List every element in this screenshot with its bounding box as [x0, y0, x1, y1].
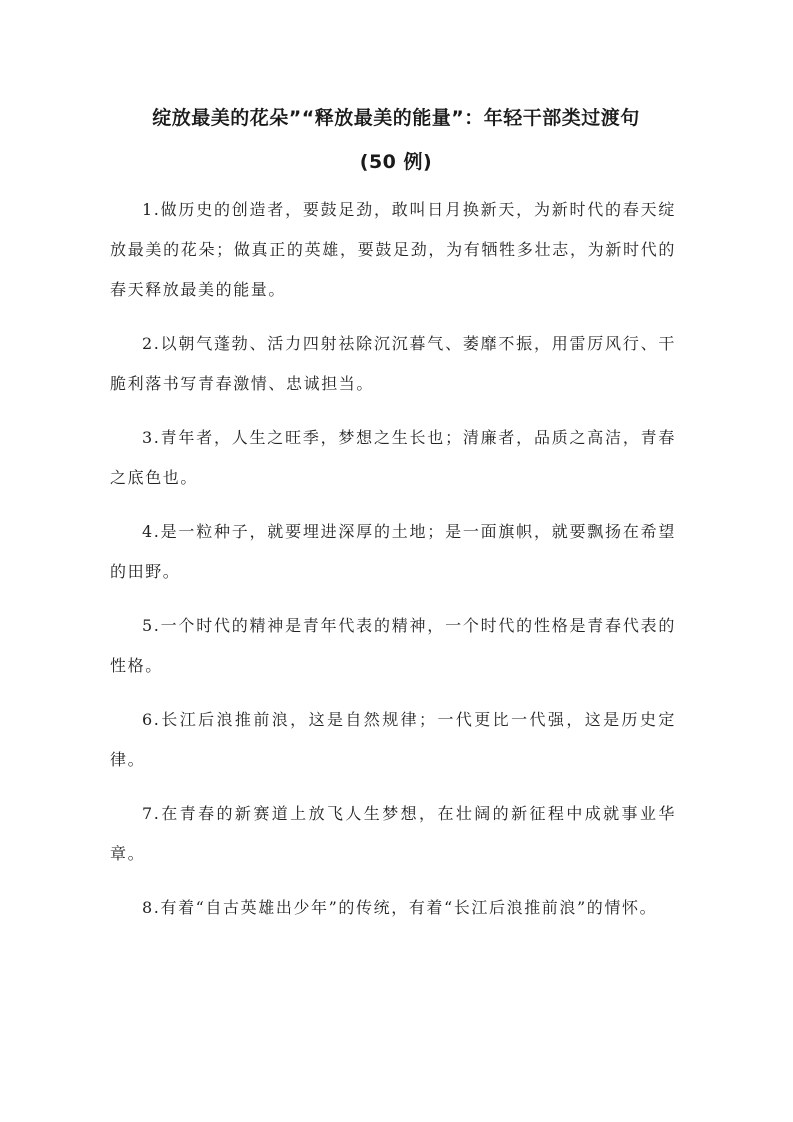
paragraph-8: 8.有着“自古英雄出少年”的传统，有着“长江后浪推前浪”的情怀。: [142, 898, 658, 917]
document-title: [110, 96, 682, 184]
paragraph-5: 5.一个时代的精神是青年代表的精神，一个时代的性格是青春代表的性格。: [110, 616, 676, 675]
document-body: [110, 190, 676, 942]
paragraph-7: 7.在青春的新赛道上放飞人生梦想，在壮阔的新征程中成就事业华章。: [110, 804, 676, 863]
paragraph-1: 1.做历史的创造者，要鼓足劲，敢叫日月换新天，为新时代的春天绽放最美的花朵；做真正的英雄，要鼓足劲，为有牺牲多壮志，为新时代的春天释放最美的能量。: [110, 200, 676, 299]
paragraph-2: 2.以朝气蓬勃、活力四射祛除沉沉暮气、萎靡不振，用雷厉风行、干脆利落书写青春激情、忠诚担当。: [110, 334, 676, 393]
paragraph-3: 3.青年者，人生之旺季，梦想之生长也；清廉者，品质之高洁，青春之底色也。: [110, 428, 676, 487]
paragraph-6: 6.长江后浪推前浪，这是自然规律；一代更比一代强，这是历史定律。: [110, 710, 676, 769]
title-line-main: 绽放最美的花朵”“释放最美的能量”：年轻干部类过渡句: [152, 107, 640, 129]
title-line-count: (50 例): [359, 151, 433, 173]
paragraph-4: 4.是一粒种子，就要埋进深厚的土地；是一面旗帜，就要飘扬在希望的田野。: [110, 522, 676, 581]
